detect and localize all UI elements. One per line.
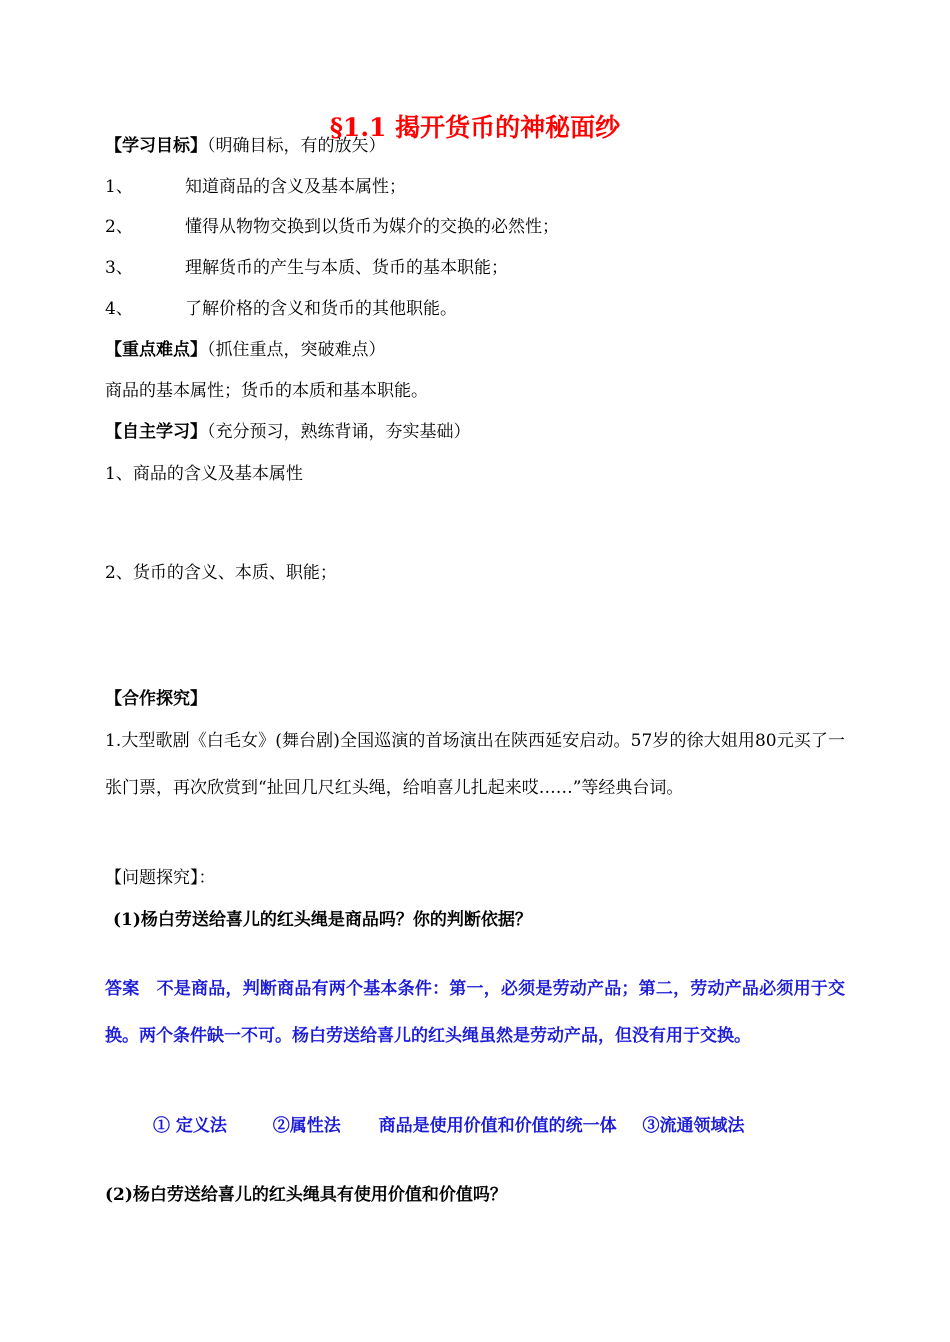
objective-item (105, 215, 559, 239)
self-study-q1: 1、商品的含义及基本属性 (105, 464, 303, 484)
key-points-text: 商品的基本属性；货币的本质和基本职能。 (105, 381, 428, 401)
self-study-heading-line (105, 420, 471, 444)
objectives-note: （明确目标，有的放矢） (207, 136, 386, 156)
question-2: (2)杨白劳送给喜儿的红头绳具有使用价值和价值吗？ (105, 1185, 507, 1205)
method-attribute: ②属性法 (272, 1116, 341, 1136)
objective-item (105, 175, 406, 199)
self-study-q2: 2、货币的含义、本质、职能； (105, 563, 337, 583)
cooperation-heading: 【合作探究】 (105, 689, 207, 709)
objective-num: 3、 (105, 258, 133, 278)
method-row (153, 1114, 744, 1138)
method-unity: 商品是使用价值和价值的统一体 (378, 1116, 617, 1136)
objective-item (105, 297, 457, 321)
key-points-note: （抓住重点，突破难点） (207, 340, 386, 360)
objective-text: 知道商品的含义及基本属性； (185, 177, 406, 197)
self-study-heading: 【自主学习】 (105, 422, 207, 442)
key-points-heading: 【重点难点】 (105, 340, 207, 360)
objectives-heading: 【学习目标】 (105, 136, 207, 156)
objective-num: 2、 (105, 217, 133, 237)
cooperation-passage: 1.大型歌剧《白毛女》(舞台剧)全国巡演的首场演出在陕西延安启动。57岁的徐大姐用80元买了一张门票，再次欣赏到“扯回几尺红头绳，给咱喜儿扎起来哎……”等经典台词。 (105, 731, 845, 798)
method-circulation: ③流通领域法 (642, 1116, 745, 1136)
self-study-note: （充分预习，熟练背诵，夯实基础） (207, 422, 471, 442)
page-title: §1.1 揭开货币的神秘面纱 (329, 113, 621, 142)
objective-text: 了解价格的含义和货币的其他职能。 (185, 299, 457, 319)
objective-text: 理解货币的产生与本质、货币的基本职能； (185, 258, 508, 278)
inquiry-label: 【问题探究】： (105, 868, 216, 888)
objective-text: 懂得从物物交换到以货币为媒介的交换的必然性； (185, 217, 559, 237)
key-points-heading-line (105, 338, 386, 362)
question-1: (1)杨白劳送给喜儿的红头绳是商品吗？你的判断依据？ (113, 910, 532, 930)
objective-num: 4、 (105, 299, 133, 319)
answer-1: 答案 不是商品，判断商品有两个基本条件：第一，必须是劳动产品；第二，劳动产品必须用于交换。两个条件缺一不可。杨白劳送给喜儿的红头绳虽然是劳动产品，但没有用于交换。 (105, 979, 845, 1046)
objective-num: 1、 (105, 177, 133, 197)
objectives-heading-line (105, 134, 386, 158)
method-definition: ① 定义法 (153, 1116, 227, 1136)
objective-item (105, 256, 508, 280)
